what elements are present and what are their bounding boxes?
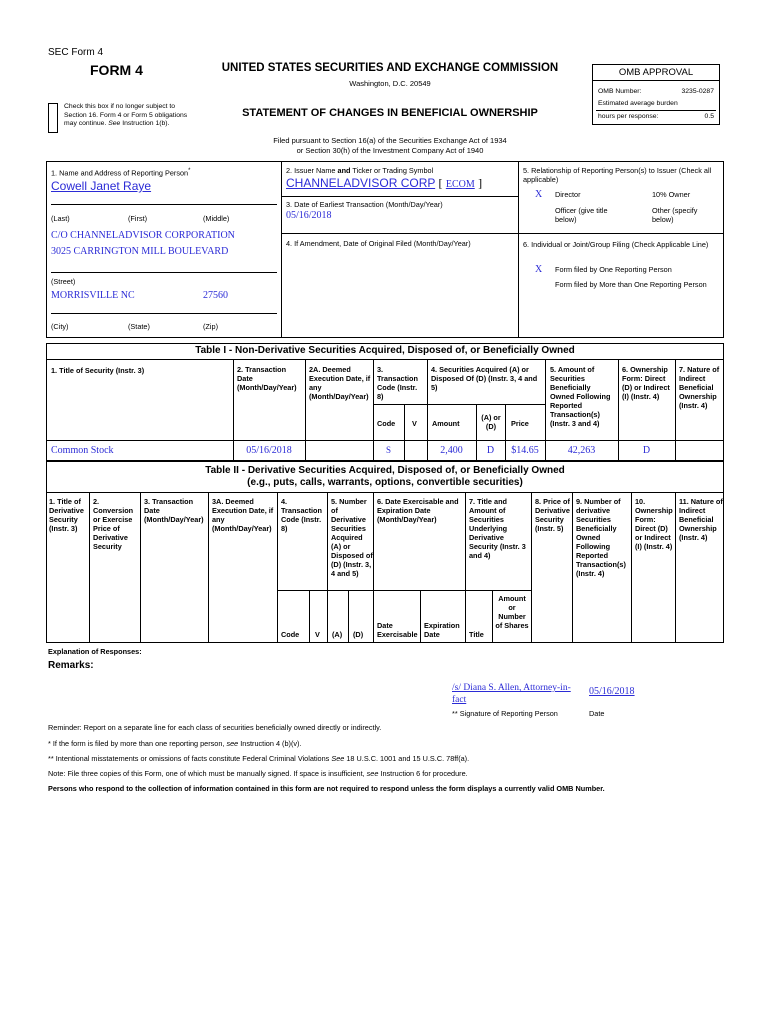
omb-title: OMB APPROVAL	[592, 64, 720, 81]
street-label: (Street)	[51, 277, 76, 286]
last-label: (Last)	[51, 214, 70, 223]
state-label: (State)	[128, 322, 150, 331]
city-label: (City)	[51, 322, 69, 331]
date-label: Date	[589, 709, 605, 718]
checkbox-instructions: Check this box if no longer subject to Section 16. Form 4 or Form 5 obligations may continue. See Instruction 1(b).	[64, 103, 188, 127]
note-three-copies: Note: File three copies of this Form, one of which must be manually signed. If space is insufficient, see Instruction 6 for procedure.	[48, 769, 468, 778]
t1-row-code: S	[385, 445, 391, 455]
note-misstatements: ** Intentional misstatements or omissions of facts constitute Federal Criminal Violations See 18 U.S.C. 1001 and 15 U.S.C. 78ff(a).	[48, 754, 470, 763]
signature-value[interactable]: /s/ Diana S. Allen, Attorney-in-fact	[452, 683, 571, 705]
city-value: MORRISVILLE NC	[51, 290, 135, 301]
first-label: (First)	[128, 214, 148, 223]
t2-h-underlying: 7. Title and Amount of Securities Underlying Derivative Security (Instr. 3 and 4)	[469, 497, 526, 560]
middle-label: (Middle)	[203, 214, 230, 223]
omb-number-value: 3235-0287	[681, 88, 714, 95]
reporting-person-label: 1. Name and Address of Reporting Person*	[51, 168, 191, 178]
t1-row-amount: 2,400	[440, 445, 463, 456]
t1-sub-price: Price	[511, 419, 529, 428]
t1-sub-ad: (A) or (D)	[481, 413, 501, 431]
t2-sub-title: Title	[469, 630, 484, 639]
commission-title: UNITED STATES SECURITIES AND EXCHANGE COMMISSION	[221, 62, 559, 74]
t2-h-code: 4. Transaction Code (Instr. 8)	[281, 497, 322, 533]
t2-h-exercisable: 6. Date Exercisable and Expiration Date (Month/Day/Year)	[377, 497, 459, 524]
omb-hours-label: hours per response:	[598, 113, 659, 120]
reporting-person-name[interactable]: Cowell Janet Raye	[51, 179, 152, 193]
persons-respond-text: Persons who respond to the collection of information contained in this form are not required to respond unless the form displays a currently valid OMB Number.	[48, 784, 605, 793]
address-line-1: C/O CHANNELADVISOR CORPORATION	[51, 230, 235, 241]
t1-h-nature: 7. Nature of Indirect Beneficial Ownership (Instr. 4)	[679, 365, 720, 410]
one-person-label: Form filed by One Reporting Person	[555, 265, 672, 274]
t2-h-title: 1. Title of Derivative Security (Instr. 3)	[49, 497, 84, 533]
t2-h-ownership-form: 10. Ownership Form: Direct (D) or Indirect (I) (Instr. 4)	[635, 497, 673, 551]
t1-row-date: 05/16/2018	[246, 445, 292, 456]
t1-h-date: 2. Transaction Date (Month/Day/Year)	[237, 365, 297, 392]
t1-row-form: D	[642, 445, 651, 456]
t2-h-price: 8. Price of Derivative Security (Instr. 5)	[535, 497, 570, 533]
omb-number-label: OMB Number:	[598, 88, 642, 95]
t1-sub-amount: Amount	[432, 419, 460, 428]
table-1-title: Table I - Non-Derivative Securities Acquired, Disposed of, or Beneficially Owned	[195, 345, 575, 356]
earliest-transaction-date: 05/16/2018	[286, 210, 332, 221]
zip-label: (Zip)	[203, 322, 218, 331]
signature-label: ** Signature of Reporting Person	[452, 709, 558, 718]
officer-label: Officer (give title below)	[555, 206, 608, 224]
t2-sub-a: (A)	[332, 630, 343, 639]
t1-h-deemed: 2A. Deemed Execution Date, if any (Month/Day/Year)	[309, 365, 371, 401]
other-label: Other (specify below)	[652, 206, 698, 224]
t2-sub-expiration: Expiration Date	[424, 621, 460, 639]
t2-h-number: 5. Number of Derivative Securities Acquired (A) or Disposed of (D) (Instr. 3, 4 and 5)	[331, 497, 373, 578]
t2-h-date: 3. Transaction Date (Month/Day/Year)	[144, 497, 204, 524]
note-multiple-persons: * If the form is filed by more than one reporting person, see Instruction 4 (b)(v).	[48, 739, 302, 748]
relationship-label: 5. Relationship of Reporting Person(s) to Issuer (Check all applicable)	[523, 166, 712, 184]
t1-h-code: 3. Transaction Code (Instr. 8)	[377, 365, 418, 401]
zip-value: 27560	[203, 290, 228, 301]
table-2-title: Table II - Derivative Securities Acquired, Disposed of, or Beneficially Owned (e.g., puts, calls, warrants, options, convertible securities)	[205, 465, 565, 488]
issuer-label: 2. Issuer Name and Ticker or Trading Symbol	[286, 166, 434, 175]
t1-h-amount-owned: 5. Amount of Securities Beneficially Owned Following Reported Transaction(s) (Instr. 3 and 4)	[550, 365, 611, 428]
address-line-2: 3025 CARRINGTON MILL BOULEVARD	[51, 246, 229, 257]
omb-hours-value: 0.5	[704, 113, 714, 120]
t2-sub-exercisable: Date Exercisable	[377, 621, 418, 639]
t2-sub-v: V	[315, 630, 320, 639]
t1-h-acquired: 4. Securities Acquired (A) or Disposed Of (D) (Instr. 3, 4 and 5)	[431, 365, 538, 392]
issuer-name: CHANNELADVISOR CORP [ ECOM ]	[286, 176, 483, 190]
signature-date: 05/16/2018	[589, 686, 635, 697]
t2-h-nature: 11. Nature of Indirect Beneficial Ownership (Instr. 4)	[679, 497, 723, 542]
ten-percent-owner-label: 10% Owner	[652, 190, 691, 199]
t1-h-ownership-form: 6. Ownership Form: Direct (D) or Indirect (I) (Instr. 4)	[622, 365, 670, 401]
t1-sub-v: V	[412, 419, 417, 428]
one-person-mark[interactable]: X	[535, 264, 543, 275]
filing-type-label: 6. Individual or Joint/Group Filing (Check Applicable Line)	[523, 240, 709, 249]
director-mark[interactable]: X	[535, 189, 543, 200]
t1-row-ad: D	[486, 445, 495, 456]
filed-pursuant: Filed pursuant to Section 16(a) of the Securities Exchange Act of 1934 or Section 30(h) of the Investment Company Act of 1940	[273, 136, 507, 155]
t2-h-conversion: 2. Conversion or Exercise Price of Derivative Security	[93, 497, 134, 551]
statement-title: STATEMENT OF CHANGES IN BENEFICIAL OWNERSHIP	[242, 107, 538, 119]
form-number: FORM 4	[90, 62, 143, 78]
sec-form-label: SEC Form 4	[48, 47, 104, 58]
t2-sub-amount: Amount or Number of Shares	[495, 594, 529, 630]
earliest-transaction-label: 3. Date of Earliest Transaction (Month/Day/Year)	[286, 200, 443, 209]
t2-sub-d: (D)	[353, 630, 364, 639]
remarks-label: Remarks:	[48, 660, 94, 671]
table-1	[46, 343, 724, 461]
more-persons-label: Form filed by More than One Reporting Person	[555, 280, 707, 289]
t1-h-title: 1. Title of Security (Instr. 3)	[51, 366, 145, 375]
no-longer-subject-checkbox[interactable]	[48, 103, 58, 133]
amendment-label: 4. If Amendment, Date of Original Filed (Month/Day/Year)	[286, 239, 471, 248]
director-label: Director	[555, 190, 581, 199]
t1-row-owned: 42,263	[567, 445, 596, 456]
t2-h-owned: 9. Number of derivative Securities Beneficially Owned Following Reported Transaction(s) (Instr. 4)	[576, 497, 626, 578]
commission-location: Washington, D.C. 20549	[349, 79, 431, 88]
explanation-label: Explanation of Responses:	[48, 647, 142, 656]
t2-sub-code: Code	[281, 630, 300, 639]
omb-burden-label: Estimated average burden	[598, 100, 678, 107]
t1-sub-code: Code	[377, 419, 396, 428]
t1-row-title: Common Stock	[51, 445, 114, 456]
reminder-text: Reminder: Report on a separate line for each class of securities beneficially owned directly or indirectly.	[48, 723, 382, 732]
t1-row-price: $14.65	[511, 445, 539, 456]
t2-h-deemed: 3A. Deemed Execution Date, if any (Month/Day/Year)	[212, 497, 274, 533]
